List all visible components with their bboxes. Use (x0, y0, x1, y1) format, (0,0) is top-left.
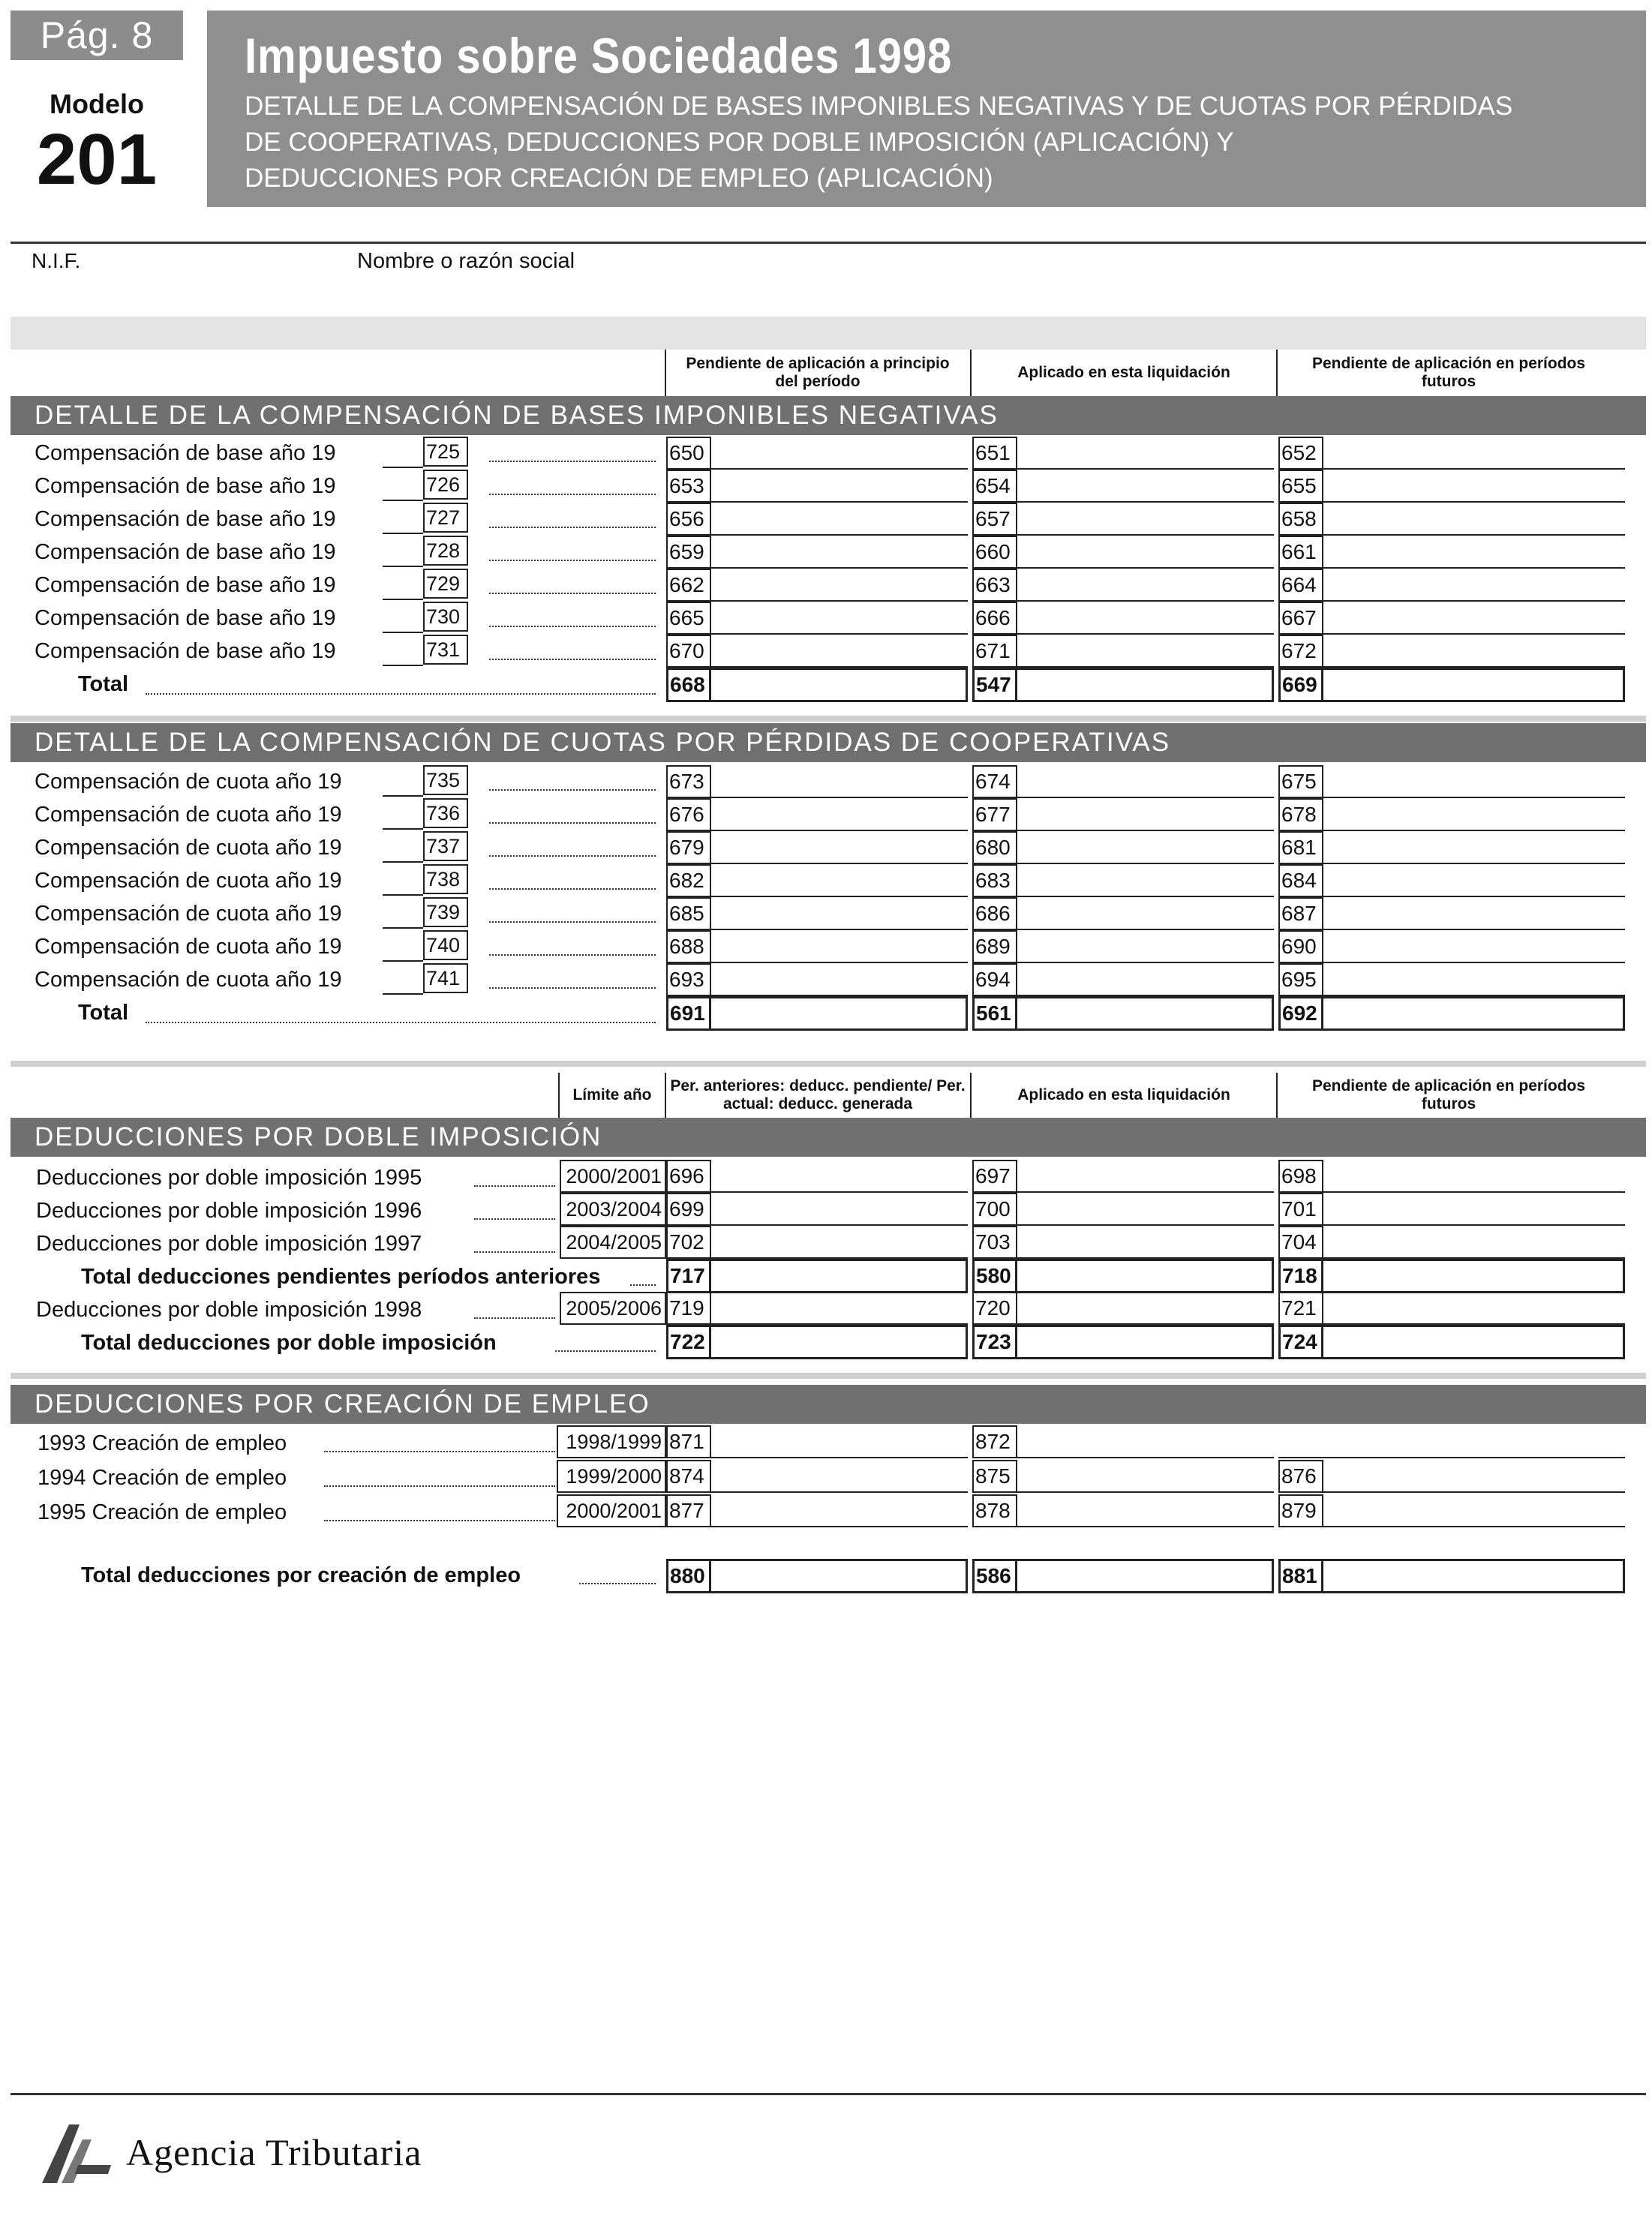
year-underline (383, 828, 423, 830)
year-box-code: 735 (423, 765, 468, 795)
amount-input[interactable] (1019, 998, 1271, 1028)
amount-input[interactable] (713, 1293, 965, 1323)
box-code: 580 (972, 1259, 1017, 1293)
box-code: 655 (1278, 470, 1323, 503)
amount-input[interactable] (1019, 1227, 1271, 1257)
column-divider (970, 350, 972, 396)
amount-input[interactable] (1019, 438, 1271, 468)
amount-input[interactable] (713, 1560, 965, 1590)
box-code: 723 (972, 1325, 1017, 1359)
limit-year: 1999/2000 (557, 1460, 666, 1493)
box-code: 671 (972, 635, 1017, 668)
dot-leader (489, 461, 656, 462)
year-underline (383, 467, 423, 468)
amount-input[interactable] (1019, 570, 1271, 600)
amount-input[interactable] (713, 1227, 965, 1257)
amount-input[interactable] (1019, 1427, 1271, 1457)
row-label: Compensación de base año 19 (35, 441, 336, 465)
amount-input[interactable] (713, 1461, 965, 1491)
dot-leader (555, 1350, 656, 1352)
year-underline (383, 960, 423, 962)
column-header-applied: Aplicado en esta liquidación (1017, 364, 1230, 381)
box-code: 720 (972, 1292, 1017, 1325)
box-code: 875 (972, 1460, 1017, 1493)
amount-input[interactable] (1325, 998, 1622, 1028)
amount-input[interactable] (1019, 504, 1271, 534)
box-code: 698 (1278, 1160, 1323, 1193)
amount-input[interactable] (1325, 570, 1622, 600)
year-underline (383, 632, 423, 633)
dot-leader (489, 888, 656, 890)
amount-input[interactable] (1325, 471, 1622, 501)
page-number: Pág. 8 (11, 11, 183, 60)
amount-input[interactable] (1325, 1461, 1622, 1491)
amount-input[interactable] (713, 866, 965, 896)
column-header-applied: Aplicado en esta liquidación (1017, 1086, 1230, 1103)
box-code: 685 (666, 897, 711, 930)
amount-input[interactable] (713, 438, 965, 468)
amount-input[interactable] (1019, 1260, 1271, 1290)
row-label: Deducciones por doble imposición 1998 (36, 1298, 422, 1322)
amount-input[interactable] (1325, 438, 1622, 468)
amount-input[interactable] (713, 471, 965, 501)
box-code: 693 (666, 963, 711, 996)
subtitle-line: DEDUCCIONES POR CREACIÓN DE EMPLEO (APLICACIÓN) (245, 164, 993, 193)
row-label: 1993 Creación de empleo (38, 1431, 287, 1455)
agency-name: Agencia Tributaria (126, 2131, 422, 2173)
row-label: Compensación de base año 19 (35, 507, 336, 531)
amount-input[interactable] (1019, 603, 1271, 633)
year-box-code: 725 (423, 437, 468, 467)
box-code: 871 (666, 1425, 711, 1458)
column-divider (1276, 350, 1278, 396)
dot-leader (324, 1485, 555, 1487)
box-code: 687 (1278, 897, 1323, 930)
box-code: 874 (666, 1460, 711, 1493)
footer-divider (11, 2093, 1646, 2095)
dot-leader (489, 987, 656, 989)
box-code: 586 (972, 1559, 1017, 1593)
box-code: 665 (666, 602, 711, 635)
amount-input[interactable] (1325, 932, 1622, 962)
dot-leader (324, 1451, 555, 1452)
amount-input[interactable] (1325, 1227, 1622, 1257)
column-divider (665, 1073, 666, 1118)
column-header-prior-pending: Per. anteriores: deducc. pendiente/ Per. actual: deducc. generada (670, 1077, 966, 1113)
box-code: 717 (666, 1259, 711, 1293)
amount-input[interactable] (1325, 833, 1622, 863)
section-doble-title: DEDUCCIONES POR DOBLE IMPOSICIÓN (11, 1118, 1646, 1157)
box-code: 880 (666, 1559, 711, 1593)
row-label: Compensación de base año 19 (35, 573, 336, 597)
row-label: 1995 Creación de empleo (38, 1500, 287, 1524)
amount-input[interactable] (1019, 636, 1271, 666)
amount-input[interactable] (1325, 504, 1622, 534)
box-code: 664 (1278, 569, 1323, 602)
year-underline (383, 533, 423, 534)
dot-leader (489, 494, 656, 495)
subtitle-line: DE COOPERATIVAS, DEDUCCIONES POR DOBLE IMPOSICIÓN (APLICACIÓN) Y (245, 128, 1234, 157)
column-divider (970, 1073, 972, 1118)
dot-leader (489, 659, 656, 660)
amount-input[interactable] (1019, 1496, 1271, 1526)
box-code: 651 (972, 437, 1017, 470)
amount-input[interactable] (713, 833, 965, 863)
limit-year: 2000/2001 (560, 1160, 666, 1193)
amount-input[interactable] (1325, 965, 1622, 995)
modelo-number: 201 (36, 119, 158, 200)
year-box-code: 739 (423, 897, 468, 927)
total-label: Total deducciones por doble imposición (81, 1331, 497, 1355)
amount-input[interactable] (1019, 767, 1271, 797)
amount-input[interactable] (1325, 899, 1622, 929)
year-box-code: 726 (423, 470, 468, 500)
row-label: Compensación de cuota año 19 (35, 968, 342, 992)
amount-input[interactable] (713, 669, 965, 699)
box-code: 662 (666, 569, 711, 602)
limit-year: 2004/2005 (560, 1226, 666, 1259)
box-code: 673 (666, 765, 711, 798)
amount-input[interactable] (1325, 537, 1622, 567)
box-code: 653 (666, 470, 711, 503)
dot-leader (146, 1022, 656, 1023)
row-label: Compensación de cuota año 19 (35, 836, 342, 860)
dot-leader (489, 560, 656, 561)
dot-leader (489, 822, 656, 824)
nombre-label: Nombre o razón social (357, 249, 575, 273)
dot-leader (489, 593, 656, 594)
dot-leader (474, 1218, 555, 1220)
box-code: 697 (972, 1160, 1017, 1193)
box-code: 724 (1278, 1325, 1323, 1359)
modelo-label: Modelo (50, 89, 144, 119)
row-label: Compensación de base año 19 (35, 639, 336, 663)
year-underline (383, 861, 423, 863)
box-code: 656 (666, 503, 711, 536)
total-label: Total deducciones pendientes períodos anteriores (81, 1265, 601, 1289)
row-label: Compensación de base año 19 (35, 540, 336, 564)
box-code: 701 (1278, 1193, 1323, 1226)
dot-leader (579, 1583, 656, 1584)
year-box-code: 737 (423, 831, 468, 861)
amount-input[interactable] (1019, 1161, 1271, 1191)
year-box-code: 741 (423, 963, 468, 993)
amount-input[interactable] (1325, 1260, 1622, 1290)
year-box-code: 731 (423, 635, 468, 665)
amount-input[interactable] (713, 603, 965, 633)
dot-leader (630, 1284, 656, 1286)
limit-year: 1998/1999 (557, 1425, 666, 1458)
amount-input[interactable] (1019, 1560, 1271, 1590)
section-separator (11, 716, 1646, 722)
shaded-band (11, 317, 1646, 350)
nif-label: N.I.F. (32, 249, 81, 272)
amount-input[interactable] (713, 1194, 965, 1224)
box-code: 692 (1278, 996, 1323, 1031)
box-code: 658 (1278, 503, 1323, 536)
amount-input[interactable] (1325, 603, 1622, 633)
column-divider (558, 1073, 560, 1118)
amount-input[interactable] (1019, 1326, 1271, 1356)
limit-year: 2000/2001 (557, 1494, 666, 1527)
amount-input[interactable] (713, 1427, 965, 1457)
dot-leader (489, 855, 656, 857)
amount-input[interactable] (1019, 899, 1271, 929)
dot-leader (489, 954, 656, 956)
amount-input[interactable] (1325, 1427, 1622, 1457)
box-code: 691 (666, 996, 711, 1031)
box-code: 672 (1278, 635, 1323, 668)
column-header-pending-future: Pendiente de aplicación en períodos futuros (1311, 355, 1586, 390)
amount-input[interactable] (713, 1260, 965, 1290)
year-box-code: 736 (423, 798, 468, 828)
year-underline (383, 566, 423, 567)
section-separator (11, 1373, 1646, 1379)
section-empleo-title: DEDUCCIONES POR CREACIÓN DE EMPLEO (11, 1385, 1646, 1424)
agencia-tributaria-logo-icon (39, 2120, 114, 2187)
row-label: Deducciones por doble imposición 1997 (36, 1232, 422, 1256)
box-code: 702 (666, 1226, 711, 1259)
box-code: 872 (972, 1425, 1017, 1458)
box-code: 670 (666, 635, 711, 668)
box-code: 661 (1278, 536, 1323, 569)
form-subtitle (245, 89, 1595, 197)
box-code: 657 (972, 503, 1017, 536)
amount-input[interactable] (713, 965, 965, 995)
amount-input[interactable] (1019, 866, 1271, 896)
year-box-code: 728 (423, 536, 468, 566)
amount-input[interactable] (1325, 800, 1622, 830)
amount-input[interactable] (1019, 537, 1271, 567)
box-code: 879 (1278, 1494, 1323, 1527)
amount-input[interactable] (1019, 965, 1271, 995)
box-code: 686 (972, 897, 1017, 930)
amount-input[interactable] (1019, 932, 1271, 962)
box-code: 699 (666, 1193, 711, 1226)
row-label: Compensación de cuota año 19 (35, 902, 342, 926)
box-code: 688 (666, 930, 711, 963)
dot-leader (474, 1185, 555, 1187)
amount-input[interactable] (713, 537, 965, 567)
row-label: Compensación de base año 19 (35, 474, 336, 498)
amount-input[interactable] (1325, 1326, 1622, 1356)
row-label: Compensación de cuota año 19 (35, 869, 342, 893)
box-code: 680 (972, 831, 1017, 864)
box-code: 722 (666, 1325, 711, 1359)
amount-input[interactable] (1325, 636, 1622, 666)
box-code: 876 (1278, 1460, 1323, 1493)
amount-input[interactable] (713, 1496, 965, 1526)
amount-input[interactable] (1019, 1293, 1271, 1323)
amount-input[interactable] (1325, 767, 1622, 797)
box-code: 694 (972, 963, 1017, 996)
amount-input[interactable] (1019, 471, 1271, 501)
amount-input[interactable] (1019, 833, 1271, 863)
amount-input[interactable] (1325, 866, 1622, 896)
amount-input[interactable] (713, 767, 965, 797)
box-code: 704 (1278, 1226, 1323, 1259)
box-code: 674 (972, 765, 1017, 798)
box-code: 681 (1278, 831, 1323, 864)
dot-leader (489, 626, 656, 627)
dot-leader (146, 693, 656, 695)
year-underline (383, 665, 423, 666)
box-code: 721 (1278, 1292, 1323, 1325)
box-code: 695 (1278, 963, 1323, 996)
amount-input[interactable] (1019, 1461, 1271, 1491)
dot-leader (324, 1520, 555, 1521)
dot-leader (474, 1251, 555, 1253)
amount-input[interactable] (1325, 1560, 1622, 1590)
box-code: 703 (972, 1226, 1017, 1259)
box-code: 696 (666, 1160, 711, 1193)
amount-input[interactable] (713, 504, 965, 534)
year-underline (383, 599, 423, 600)
nif-field[interactable] (32, 279, 332, 309)
column-header-limit: Límite año (572, 1086, 652, 1103)
box-code: 678 (1278, 798, 1323, 831)
box-code: 676 (666, 798, 711, 831)
year-underline (383, 795, 423, 797)
column-header-pending-start: Pendiente de aplicación a principio del período (686, 355, 950, 390)
dot-leader (474, 1317, 555, 1319)
box-code: 561 (972, 996, 1017, 1031)
subtitle-line: DETALLE DE LA COMPENSACIÓN DE BASES IMPONIBLES NEGATIVAS Y DE CUOTAS POR PÉRDIDAS (245, 92, 1513, 121)
year-underline (383, 500, 423, 501)
box-code: 668 (666, 668, 711, 702)
amount-input[interactable] (713, 932, 965, 962)
box-code: 700 (972, 1193, 1017, 1226)
limit-year: 2003/2004 (560, 1193, 666, 1226)
year-box-code: 738 (423, 864, 468, 894)
box-code: 659 (666, 536, 711, 569)
box-code: 718 (1278, 1259, 1323, 1293)
form-title: Impuesto sobre Sociedades 1998 (245, 28, 953, 83)
box-code: 660 (972, 536, 1017, 569)
amount-input[interactable] (713, 998, 965, 1028)
amount-input[interactable] (713, 1326, 965, 1356)
row-label: Compensación de cuota año 19 (35, 770, 342, 794)
row-label: 1994 Creación de empleo (38, 1466, 287, 1490)
total-label: Total (78, 672, 129, 696)
box-code: 878 (972, 1494, 1017, 1527)
amount-input[interactable] (1019, 1194, 1271, 1224)
amount-input[interactable] (713, 570, 965, 600)
box-code: 683 (972, 864, 1017, 897)
year-underline (383, 927, 423, 929)
box-code: 679 (666, 831, 711, 864)
box-code: 682 (666, 864, 711, 897)
row-label: Deducciones por doble imposición 1996 (36, 1199, 422, 1223)
box-code: 719 (666, 1292, 711, 1325)
year-box-code: 730 (423, 602, 468, 632)
box-code: 684 (1278, 864, 1323, 897)
box-code: 881 (1278, 1559, 1323, 1593)
amount-input[interactable] (1325, 1161, 1622, 1191)
box-code: 650 (666, 437, 711, 470)
dot-leader (489, 789, 656, 791)
year-box-code: 740 (423, 930, 468, 960)
box-code: 547 (972, 668, 1017, 702)
column-divider (1276, 1073, 1278, 1118)
year-underline (383, 993, 423, 995)
header-divider (11, 242, 1646, 244)
amount-input[interactable] (713, 800, 965, 830)
total-label: Total (78, 1001, 129, 1025)
box-code: 667 (1278, 602, 1323, 635)
limit-year: 2005/2006 (560, 1292, 666, 1325)
section-separator (11, 1061, 1646, 1067)
amount-input[interactable] (1019, 669, 1271, 699)
row-label: Compensación de cuota año 19 (35, 803, 342, 827)
box-code: 877 (666, 1494, 711, 1527)
box-code: 677 (972, 798, 1017, 831)
year-box-code: 729 (423, 569, 468, 599)
box-code: 652 (1278, 437, 1323, 470)
section-cuotas-title: DETALLE DE LA COMPENSACIÓN DE CUOTAS POR PÉRDIDAS DE COOPERATIVAS (11, 723, 1646, 762)
nombre-field[interactable] (357, 279, 1632, 309)
section-bases-title: DETALLE DE LA COMPENSACIÓN DE BASES IMPONIBLES NEGATIVAS (11, 396, 1646, 435)
amount-input[interactable] (713, 899, 965, 929)
total-label: Total deducciones por creación de empleo (81, 1563, 521, 1587)
dot-leader (489, 921, 656, 923)
year-underline (383, 894, 423, 896)
box-code: 689 (972, 930, 1017, 963)
box-code: 669 (1278, 668, 1323, 702)
amount-input[interactable] (1325, 669, 1622, 699)
box-code: 666 (972, 602, 1017, 635)
amount-input[interactable] (713, 636, 965, 666)
amount-input[interactable] (1325, 1194, 1622, 1224)
amount-input[interactable] (713, 1161, 965, 1191)
amount-input[interactable] (1325, 1496, 1622, 1526)
box-code: 690 (1278, 930, 1323, 963)
column-header-pending-future: Pendiente de aplicación en períodos futuros (1311, 1077, 1586, 1113)
row-label: Deducciones por doble imposición 1995 (36, 1166, 422, 1190)
row-label: Compensación de base año 19 (35, 606, 336, 630)
box-code: 675 (1278, 765, 1323, 798)
amount-input[interactable] (1019, 800, 1271, 830)
year-box-code: 727 (423, 503, 468, 533)
box-code: 654 (972, 470, 1017, 503)
amount-input[interactable] (1325, 1293, 1622, 1323)
column-divider (665, 350, 666, 396)
box-code: 663 (972, 569, 1017, 602)
dot-leader (489, 527, 656, 528)
row-label: Compensación de cuota año 19 (35, 935, 342, 959)
